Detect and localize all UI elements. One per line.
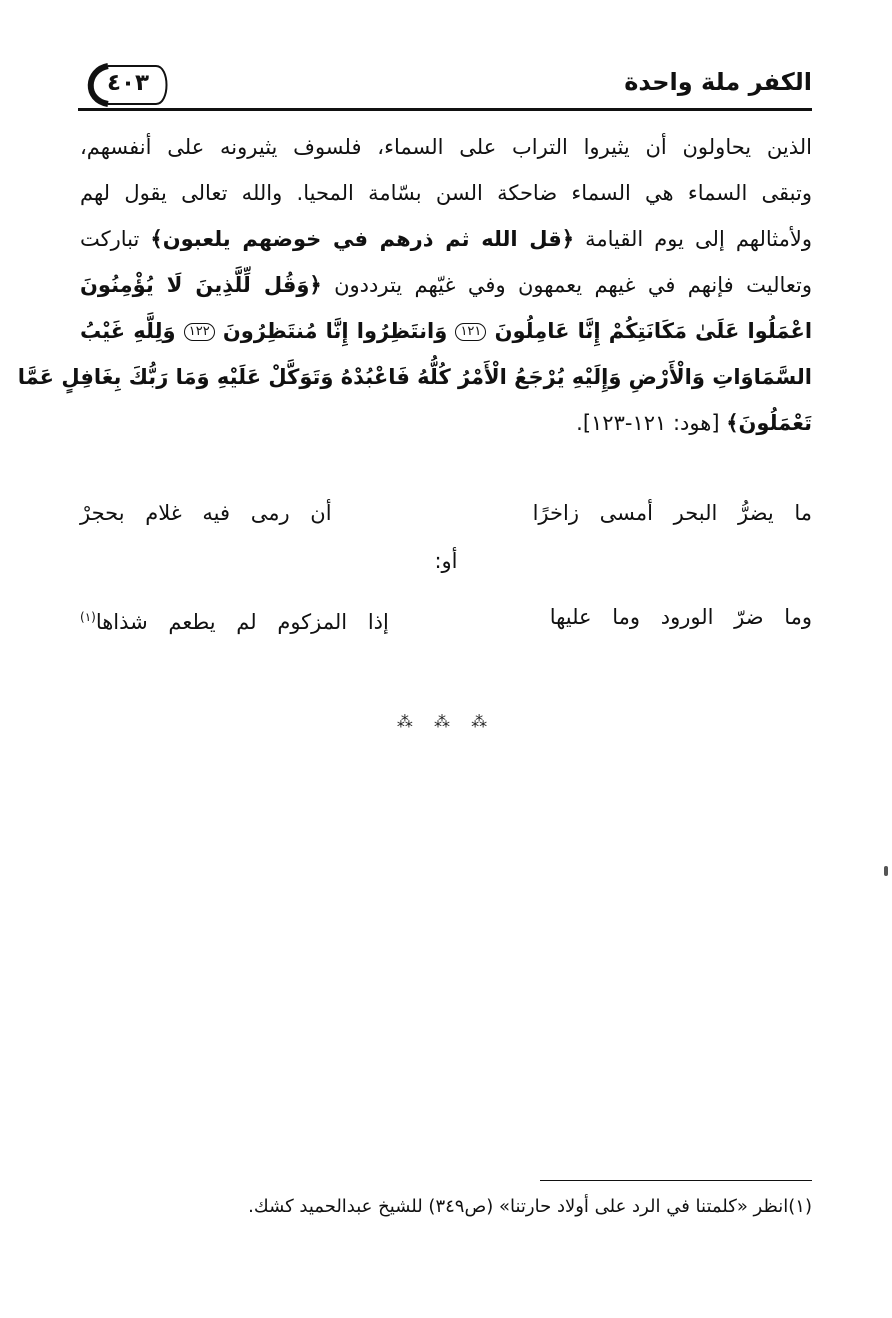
- verse-1-second-hemistich: أن رمى فيه غلام بحجرْ: [80, 501, 332, 525]
- or-label: أو:: [434, 549, 458, 573]
- body-line-4: [80, 262, 812, 308]
- page-number: ٤٠٣: [106, 70, 150, 96]
- body-line-1: الذين يحاولون أن يثيروا التراب على السماء، فلسوف يثيرونه على أنفسهم،: [80, 135, 812, 159]
- poem-verse-2: [80, 594, 812, 640]
- footnote-1: (١)انظر «كلمتنا في الرد على أولاد حارتنا» (ص٣٤٩) للشيخ عبدالحميد كشك.: [248, 1196, 812, 1217]
- ayah-number-122: ١٢٢: [184, 323, 215, 341]
- poem-verse-1: [80, 490, 812, 536]
- body-line-4-text: وتعاليت فإنهم في غيهم يعمهون وفي غيّهم يترددون: [334, 273, 812, 297]
- header-rule: [78, 108, 812, 111]
- quran-verse-121: اعْمَلُوا عَلَىٰ مَكَانَتِكُمْ إِنَّا عَامِلُونَ: [494, 319, 813, 343]
- quran-quote-1: ﴿قل الله ثم ذرهم في خوضهم يلعبون﴾: [150, 227, 575, 251]
- verse-2-first-hemistich: وما ضرّ الورود وما عليها: [549, 605, 812, 629]
- running-title: الكفر ملة واحدة: [624, 68, 812, 96]
- ayah-number-121: ١٢١: [455, 323, 486, 341]
- body-line-3-text: ولأمثالهم إلى يوم القيامة: [585, 227, 812, 251]
- body-line-6: السَّمَاوَاتِ وَالْأَرْضِ وَإِلَيْهِ يُرْجَعُ الْأَمْرُ كُلُّهُ فَاعْبُدْهُ وَتَوَكَّلْ عَلَيْهِ وَمَا رَبُّكَ بِغَافِلٍ عَمَّا: [17, 365, 812, 389]
- body-line-3: [80, 216, 812, 262]
- verse-2-second-hemistich-text: إذا المزكوم لم يطعم شذاها: [95, 610, 389, 634]
- body-paragraph: [17, 124, 813, 446]
- section-separator: ⁂ ⁂ ⁂: [396, 712, 496, 731]
- verse-2-second-hemistich: [80, 594, 389, 645]
- body-line-5: [80, 308, 812, 354]
- footnote-rule: [540, 1180, 812, 1181]
- body-line-2: وتبقى السماء هي السماء ضاحكة السن بسّامة المحيا. والله تعالى يقول لهم: [80, 181, 812, 205]
- footnote-marker: (١): [80, 610, 96, 624]
- margin-mark: [884, 866, 888, 876]
- quran-verse-123-start: وَلِلَّهِ غَيْبُ: [80, 319, 176, 343]
- body-line-7: [80, 400, 812, 446]
- quran-quote-2-start: ﴿وَقُل لِّلَّذِينَ لَا يُؤْمِنُونَ: [80, 273, 322, 297]
- verse-1-first-hemistich: ما يضرُّ البحر أمسى زاخرًا: [532, 501, 812, 525]
- surah-reference: [هود: ١٢١-١٢٣].: [576, 411, 720, 435]
- quran-verse-122: وَانتَظِرُوا إِنَّا مُنتَظِرُونَ: [222, 319, 448, 343]
- page-header: [78, 62, 812, 112]
- page-number-badge: [78, 62, 174, 108]
- quran-quote-2-end: تَعْمَلُونَ﴾: [726, 411, 812, 435]
- body-line-3-end: تباركت: [80, 227, 140, 251]
